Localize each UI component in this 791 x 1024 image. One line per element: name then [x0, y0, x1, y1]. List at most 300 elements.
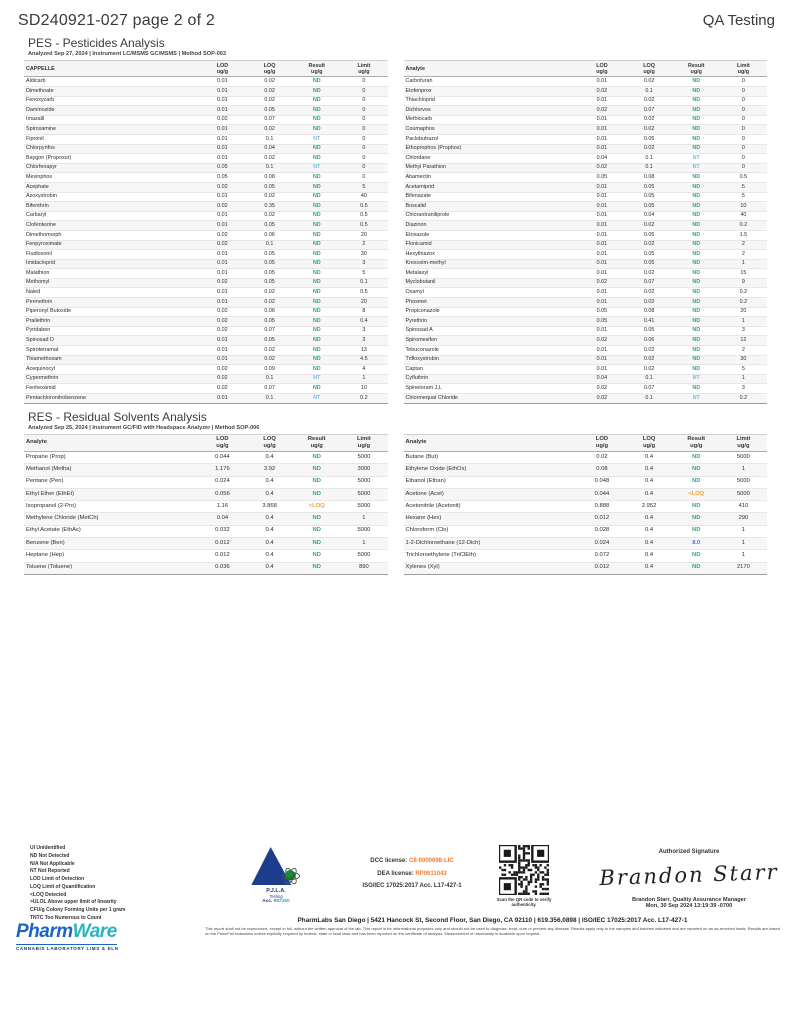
loq-cell: 0.4 [246, 451, 293, 463]
analyte-row [404, 451, 768, 463]
legend-item: <LOQ Detected [30, 891, 67, 898]
loq-cell: 0.02 [246, 125, 293, 135]
analyte-row [404, 173, 768, 183]
lod-cell: 0.02 [199, 326, 246, 336]
result-cell: ND [673, 182, 720, 192]
loq-cell: 0.07 [246, 115, 293, 125]
loq-cell: 0.08 [626, 173, 673, 183]
analyte-name-cell: Hexane (Hex) [404, 513, 579, 525]
limit-cell: 0 [720, 115, 767, 125]
analyte-row [404, 476, 768, 488]
analyte-row [24, 525, 388, 537]
loq-cell: 0.02 [246, 192, 293, 202]
limit-cell: 3 [340, 259, 387, 269]
result-column-header: Result ug/g [293, 61, 340, 77]
analyte-name-cell: Carbofuran [404, 77, 579, 87]
lod-cell: 0.01 [199, 355, 246, 365]
analyte-row [24, 537, 388, 549]
limit-cell: 1 [720, 374, 767, 384]
analyte-row [404, 464, 768, 476]
analyte-name-cell: Kresoxim-methyl [404, 259, 579, 269]
analyte-row [404, 125, 768, 135]
dea-license-value: RP0611043 [415, 870, 447, 877]
loq-cell: 0.02 [626, 96, 673, 106]
lod-cell: 0.012 [199, 537, 246, 549]
lod-cell: 0.01 [578, 192, 625, 202]
limit-cell: 0.2 [720, 288, 767, 298]
analyte-name-cell: Fenoxycarb [24, 96, 199, 106]
loq-cell: 0.4 [626, 537, 673, 549]
limit-cell: 0 [720, 134, 767, 144]
document-id: SD240921-027 page 2 of 2 [18, 12, 215, 29]
analyte-name-cell: Methanol (Metha) [24, 464, 199, 476]
analyte-row [24, 355, 388, 365]
lod-column-header: LOD ug/g [199, 434, 246, 451]
signature-handwriting: Brandon Starr [599, 859, 779, 891]
limit-cell: 0 [340, 134, 387, 144]
limit-cell: 1 [340, 513, 387, 525]
limit-cell: 0 [720, 144, 767, 154]
analyte-row [24, 451, 388, 463]
lod-cell: 0.032 [199, 525, 246, 537]
limit-cell: 20 [720, 307, 767, 317]
limit-cell: 5000 [340, 488, 387, 500]
lod-cell: 0.02 [199, 365, 246, 375]
analyte-row [24, 384, 388, 394]
loq-cell: 0.4 [626, 451, 673, 463]
lod-cell: 0.01 [199, 87, 246, 97]
analyte-name-cell: Spiroxamine [24, 125, 199, 135]
result-cell: ND [293, 77, 340, 87]
iso-accreditation-line: ISO/IEC 17025:2017 Acc. L17-427-1 [362, 883, 462, 890]
analyte-row [404, 163, 768, 173]
analyte-name-cell: Cypermethrin [24, 374, 199, 384]
loq-cell: 0.05 [626, 192, 673, 202]
legend-item: >ULOL Above upper limit of linearity [30, 899, 117, 906]
pharmware-tagline: CANNABIS LABORATORY LIMS & ELN [16, 946, 119, 951]
limit-cell: 5 [340, 269, 387, 279]
loq-cell: 0.02 [626, 355, 673, 365]
analyte-name-cell: Captan [404, 365, 579, 375]
analyte-row [404, 106, 768, 116]
loq-cell: 0.06 [626, 336, 673, 346]
result-cell: ND [673, 365, 720, 375]
analyte-name-cell: Paclobutrazol [404, 134, 579, 144]
lod-cell: 0.01 [199, 77, 246, 87]
analyte-name-cell: Myclobutanil [404, 278, 579, 288]
analyte-row [24, 240, 388, 250]
lod-cell: 0.01 [199, 346, 246, 356]
analyte-name-cell: Naled [24, 288, 199, 298]
analyte-name-cell: Isopropanol (2-Pro) [24, 501, 199, 513]
result-column-header: Result ug/g [673, 61, 720, 77]
pjla-name: P.J.L.A. [266, 888, 286, 894]
analyte-name-cell: Etofenprox [404, 87, 579, 97]
limit-cell: 1 [720, 537, 767, 549]
result-cell: ND [293, 346, 340, 356]
pesticides-section-subtitle: Analyzed Sep 27, 2024 | Instrument LC/MSMS GC/MSMS | Method SOP-003 [28, 51, 227, 57]
result-cell: ND [293, 550, 340, 562]
analyte-row [404, 154, 768, 164]
result-cell: ND [673, 115, 720, 125]
lod-cell: 0.012 [578, 562, 625, 574]
lod-cell: 1.176 [199, 464, 246, 476]
analyte-name-cell: Spinosad A [404, 326, 579, 336]
analyte-row [404, 192, 768, 202]
analyte-name-cell: Clofentezine [24, 221, 199, 231]
loq-column-header: LOQ ug/g [626, 434, 673, 451]
result-cell: NT [293, 374, 340, 384]
analyte-row [24, 501, 388, 513]
lod-cell: 0.01 [199, 134, 246, 144]
limit-cell: 13 [340, 346, 387, 356]
table-header-row [24, 434, 388, 451]
loq-column-header: LOQ ug/g [246, 61, 293, 77]
dea-license-line: DEA license: RP0611043 [377, 870, 447, 877]
limit-cell: 9 [720, 278, 767, 288]
limit-cell: 1 [340, 537, 387, 549]
analyte-name-cell: Ethyl Acetate (EthAc) [24, 525, 199, 537]
table-header-row [404, 434, 768, 451]
limit-cell: 0 [340, 163, 387, 173]
result-column-header: Result ug/g [293, 434, 340, 451]
limit-cell: 290 [720, 513, 767, 525]
result-cell: ND [293, 106, 340, 116]
limit-cell: 0 [720, 163, 767, 173]
result-cell: ND [673, 384, 720, 394]
result-cell: ND [673, 298, 720, 308]
limit-column-header: Limit ug/g [340, 434, 387, 451]
result-column-header: Result ug/g [673, 434, 720, 451]
result-cell: ND [673, 173, 720, 183]
signatory-name-title: Brandon Starr, Quality Assurance Manager [632, 897, 746, 903]
analyte-name-cell: Benzene (Ben) [24, 537, 199, 549]
loq-cell: 0.02 [246, 355, 293, 365]
analyte-name-cell: Tebuconazole [404, 346, 579, 356]
limit-cell: 0 [340, 173, 387, 183]
loq-cell: 0.05 [626, 230, 673, 240]
lod-cell: 0.04 [578, 154, 625, 164]
lod-cell: 0.01 [199, 269, 246, 279]
limit-cell: 0.5 [340, 211, 387, 221]
limit-cell: 0 [720, 106, 767, 116]
authorized-signature-block [598, 849, 780, 909]
loq-cell: 0.02 [626, 269, 673, 279]
limit-column-header: Limit ug/g [340, 61, 387, 77]
loq-cell: 0.02 [626, 365, 673, 375]
analyte-name-cell: Hexythiazox [404, 250, 579, 260]
pjla-subtitle: Testing [269, 894, 283, 899]
analyte-column-header: Analyte [404, 434, 579, 451]
analyte-row [404, 211, 768, 221]
loq-cell: 0.08 [246, 173, 293, 183]
lod-cell: 0.01 [199, 192, 246, 202]
analyte-name-cell: Daminozide [24, 106, 199, 116]
loq-cell: 0.02 [626, 77, 673, 87]
limit-cell: 1 [340, 374, 387, 384]
lod-cell: 0.01 [578, 144, 625, 154]
result-cell: ND [293, 464, 340, 476]
lod-cell: 0.036 [199, 562, 246, 574]
limit-cell: 3 [720, 326, 767, 336]
result-cell: ND [673, 230, 720, 240]
analyte-column-header: CAPPELLE [24, 61, 199, 77]
pjla-accreditation-number: Acc. #82360 [262, 899, 290, 904]
result-cell: ND [673, 550, 720, 562]
analyte-row [404, 221, 768, 231]
analyte-name-cell: Propiconazole [404, 307, 579, 317]
loq-cell: 0.4 [246, 525, 293, 537]
loq-cell: 0.1 [626, 154, 673, 164]
analyte-row [24, 173, 388, 183]
limit-cell: 0 [340, 87, 387, 97]
lod-cell: 0.01 [578, 240, 625, 250]
lod-cell: 0.01 [578, 202, 625, 212]
result-cell: ND [293, 365, 340, 375]
loq-cell: 0.1 [246, 374, 293, 384]
lod-cell: 0.044 [199, 451, 246, 463]
lod-column-header: LOD ug/g [578, 61, 625, 77]
limit-cell: 3 [340, 336, 387, 346]
limit-cell: 410 [720, 501, 767, 513]
limit-cell: 2 [340, 240, 387, 250]
loq-cell: 0.35 [246, 202, 293, 212]
analyte-row [24, 394, 388, 404]
analyte-row [404, 317, 768, 327]
analyte-name-cell: Chlorpyrifos [24, 144, 199, 154]
limit-cell: 1 [720, 525, 767, 537]
limit-cell: 12 [720, 336, 767, 346]
analyte-name-cell: Mevinphos [24, 173, 199, 183]
loq-cell: 0.4 [246, 562, 293, 574]
result-cell: NT [293, 163, 340, 173]
result-cell: ND [673, 87, 720, 97]
analyte-name-cell: Toluene (Toluene) [24, 562, 199, 574]
limit-column-header: Limit ug/g [720, 434, 767, 451]
limit-cell: 0.5 [720, 173, 767, 183]
loq-cell: 0.4 [626, 476, 673, 488]
pesticides-table-right [404, 60, 768, 404]
loq-cell: 0.05 [626, 134, 673, 144]
lod-cell: 0.05 [199, 163, 246, 173]
loq-cell: 0.05 [246, 221, 293, 231]
analyte-row [24, 562, 388, 574]
analyte-row [24, 115, 388, 125]
lod-cell: 0.02 [199, 317, 246, 327]
lod-cell: 0.01 [199, 250, 246, 260]
result-cell: ND [293, 115, 340, 125]
analyte-name-cell: Heptane (Hep) [24, 550, 199, 562]
analyte-name-cell: Permethrin [24, 298, 199, 308]
lod-cell: 0.05 [578, 307, 625, 317]
loq-cell: 0.02 [246, 288, 293, 298]
loq-cell: 0.05 [246, 259, 293, 269]
result-cell: ND [673, 501, 720, 513]
lod-cell: 0.04 [578, 374, 625, 384]
analyte-name-cell: Spinetoram J,L [404, 384, 579, 394]
lod-cell: 0.02 [199, 374, 246, 384]
analyte-row [24, 259, 388, 269]
analyte-row [404, 278, 768, 288]
analyte-row [404, 513, 768, 525]
result-cell: ND [673, 96, 720, 106]
analyte-name-cell: Ethyl Ether (EthEt) [24, 488, 199, 500]
limit-cell: 5000 [340, 476, 387, 488]
result-cell: ND [673, 476, 720, 488]
result-cell: ND [293, 221, 340, 231]
lod-cell: 0.01 [199, 259, 246, 269]
limit-cell: 8 [340, 307, 387, 317]
table-header-row [404, 61, 768, 77]
analyte-name-cell: Aldicarb [24, 77, 199, 87]
lod-cell: 0.02 [199, 230, 246, 240]
lod-cell: 0.012 [578, 513, 625, 525]
loq-cell: 0.02 [246, 346, 293, 356]
result-cell: ND [293, 278, 340, 288]
legend-item: ND Not Detected [30, 852, 70, 859]
analyte-row [24, 336, 388, 346]
lod-cell: 0.01 [199, 154, 246, 164]
loq-cell: 0.05 [626, 250, 673, 260]
loq-cell: 0.4 [626, 513, 673, 525]
result-cell: ND [293, 307, 340, 317]
loq-cell: 0.1 [626, 394, 673, 404]
limit-cell: 20 [340, 298, 387, 308]
analyte-row [404, 307, 768, 317]
result-cell: 8.0 [673, 537, 720, 549]
loq-cell: 0.09 [246, 365, 293, 375]
loq-cell: 0.07 [246, 326, 293, 336]
loq-cell: 0.4 [246, 550, 293, 562]
analyte-row [24, 182, 388, 192]
limit-cell: 10 [340, 384, 387, 394]
result-cell: ND [673, 77, 720, 87]
result-cell: NT [293, 134, 340, 144]
legend-item: LOD Limit of Detection [30, 876, 85, 882]
loq-cell: 0.1 [246, 134, 293, 144]
legend-item: N/A Not Applicable [30, 860, 75, 867]
analyte-row [24, 550, 388, 562]
analyte-name-cell: Fipronil [24, 134, 199, 144]
loq-cell: 0.02 [246, 298, 293, 308]
lod-cell: 0.024 [199, 476, 246, 488]
lod-cell: 0.02 [199, 278, 246, 288]
lod-cell: 0.01 [578, 365, 625, 375]
pharmware-wordmark: PharmWare [16, 921, 117, 945]
loq-cell: 0.02 [626, 240, 673, 250]
analyte-row [24, 278, 388, 288]
analyte-row [24, 365, 388, 375]
limit-cell: 0 [720, 77, 767, 87]
result-cell: ND [673, 250, 720, 260]
analyte-row [404, 144, 768, 154]
analyte-name-cell: 1-2-Dichloroethane (12-Dich) [404, 537, 579, 549]
lod-cell: 0.01 [578, 259, 625, 269]
analyte-name-cell: Dimethomorph [24, 230, 199, 240]
result-cell: <LOQ [293, 501, 340, 513]
analyte-row [404, 374, 768, 384]
loq-cell: 0.05 [626, 182, 673, 192]
analyte-name-cell: Etoxazole [404, 230, 579, 240]
pesticides-table-left [24, 60, 388, 404]
result-cell: NT [673, 374, 720, 384]
analyte-name-cell: Cyfluthrin [404, 374, 579, 384]
result-cell: ND [673, 192, 720, 202]
qr-code [499, 845, 549, 895]
loq-cell: 0.02 [626, 125, 673, 135]
loq-cell: 0.04 [626, 211, 673, 221]
limit-cell: 0 [340, 106, 387, 116]
lod-cell: 0.02 [199, 182, 246, 192]
loq-cell: 0.4 [246, 476, 293, 488]
loq-cell: 0.05 [246, 182, 293, 192]
result-cell: ND [293, 96, 340, 106]
loq-cell: 0.4 [246, 513, 293, 525]
pesticides-section [0, 36, 791, 404]
loq-cell: 0.02 [246, 211, 293, 221]
lod-cell: 0.01 [578, 134, 625, 144]
limit-cell: 3 [720, 384, 767, 394]
lod-cell: 0.888 [578, 501, 625, 513]
result-cell: ND [293, 298, 340, 308]
loq-cell: 0.1 [626, 163, 673, 173]
solvents-table-left [24, 434, 388, 575]
limit-cell: 0 [720, 125, 767, 135]
analyte-row [24, 106, 388, 116]
analyte-name-cell: Metalaxyl [404, 269, 579, 279]
analyte-row [404, 250, 768, 260]
analyte-row [404, 202, 768, 212]
loq-cell: 0.05 [246, 250, 293, 260]
result-cell: ND [293, 192, 340, 202]
loq-cell: 3.92 [246, 464, 293, 476]
lab-address: PharmLabs San Diego | 5421 Hancock St, Second Floor, San Diego, CA 92110 | 619.356.0898 | ISO/IEC 17025:2017 Acc. L17-427-1 [297, 917, 688, 924]
result-cell: ND [673, 278, 720, 288]
analyte-row [404, 501, 768, 513]
lod-cell: 0.048 [578, 476, 625, 488]
limit-cell: 0.5 [340, 288, 387, 298]
loq-cell: 0.4 [626, 464, 673, 476]
analyte-name-cell: Fenpyroximate [24, 240, 199, 250]
lod-cell: 0.01 [199, 288, 246, 298]
analyte-name-cell: Chlorantraniliprole [404, 211, 579, 221]
loq-cell: 0.07 [626, 384, 673, 394]
loq-cell: 0.4 [626, 488, 673, 500]
analyte-row [24, 77, 388, 87]
analyte-name-cell: Imazalil [24, 115, 199, 125]
loq-cell: 0.04 [246, 144, 293, 154]
result-cell: ND [293, 240, 340, 250]
legend-item: TNTC Too Numerous to Count [30, 914, 102, 921]
limit-cell: 4 [340, 365, 387, 375]
result-cell: ND [673, 317, 720, 327]
result-cell: ND [293, 384, 340, 394]
loq-cell: 0.07 [246, 384, 293, 394]
analyte-row [404, 365, 768, 375]
loq-cell: 0.06 [246, 230, 293, 240]
analyte-name-cell: Ethanol (Ethan) [404, 476, 579, 488]
limit-cell: 3 [340, 326, 387, 336]
analyte-name-cell: Bifenthrin [24, 202, 199, 212]
analyte-row [24, 192, 388, 202]
analyte-name-cell: Ethoprophos (Prophos) [404, 144, 579, 154]
pjla-accreditation-logo [238, 847, 314, 904]
lod-cell: 0.01 [199, 221, 246, 231]
result-cell: ND [673, 106, 720, 116]
analyte-name-cell: Methylene Chloride (MetCh) [24, 513, 199, 525]
analyte-name-cell: Prallethrin [24, 317, 199, 327]
analyte-row [404, 562, 768, 574]
